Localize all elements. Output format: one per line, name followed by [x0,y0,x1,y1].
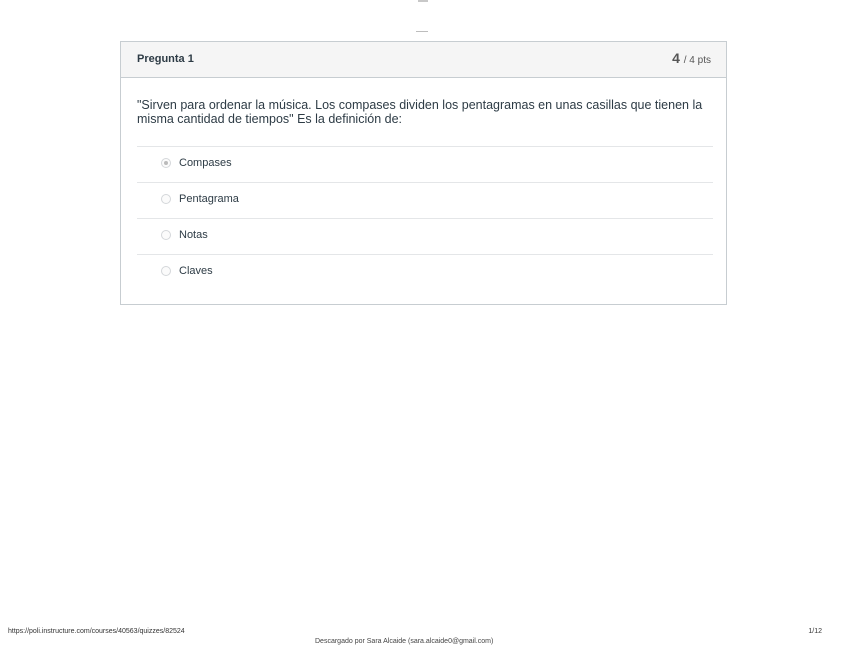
radio-button-selected[interactable] [161,158,171,168]
answer-label: Compases [179,157,232,169]
answer-label: Claves [179,265,213,277]
question-card [120,41,727,305]
question-text: "Sirven para ordenar la música. Los compases dividen los pentagramas en unas casillas que tienen la misma cantidad de tiempos" Es la definición de: [137,98,703,126]
top-decoration [418,0,428,2]
question-title: Pregunta 1 [137,53,194,65]
radio-button[interactable] [161,194,171,204]
radio-button[interactable] [161,230,171,240]
answer-label: Notas [179,229,208,241]
radio-button[interactable] [161,266,171,276]
question-points [672,50,711,66]
answer-option[interactable] [137,183,713,219]
answer-option[interactable] [137,255,713,290]
top-divider [416,31,428,32]
points-earned: 4 [672,50,680,66]
answer-option[interactable] [137,147,713,183]
points-total: / 4 pts [683,55,711,66]
question-header [121,42,726,78]
footer-page-number: 1/12 [808,628,822,635]
answer-list [137,146,713,290]
answer-label: Pentagrama [179,193,239,205]
footer-url: https://poli.instructure.com/courses/40563/quizzes/82524 [8,628,185,635]
answer-option[interactable] [137,219,713,255]
footer-download-note: Descargado por Sara Alcaide (sara.alcaide0@gmail.com) [315,638,494,645]
